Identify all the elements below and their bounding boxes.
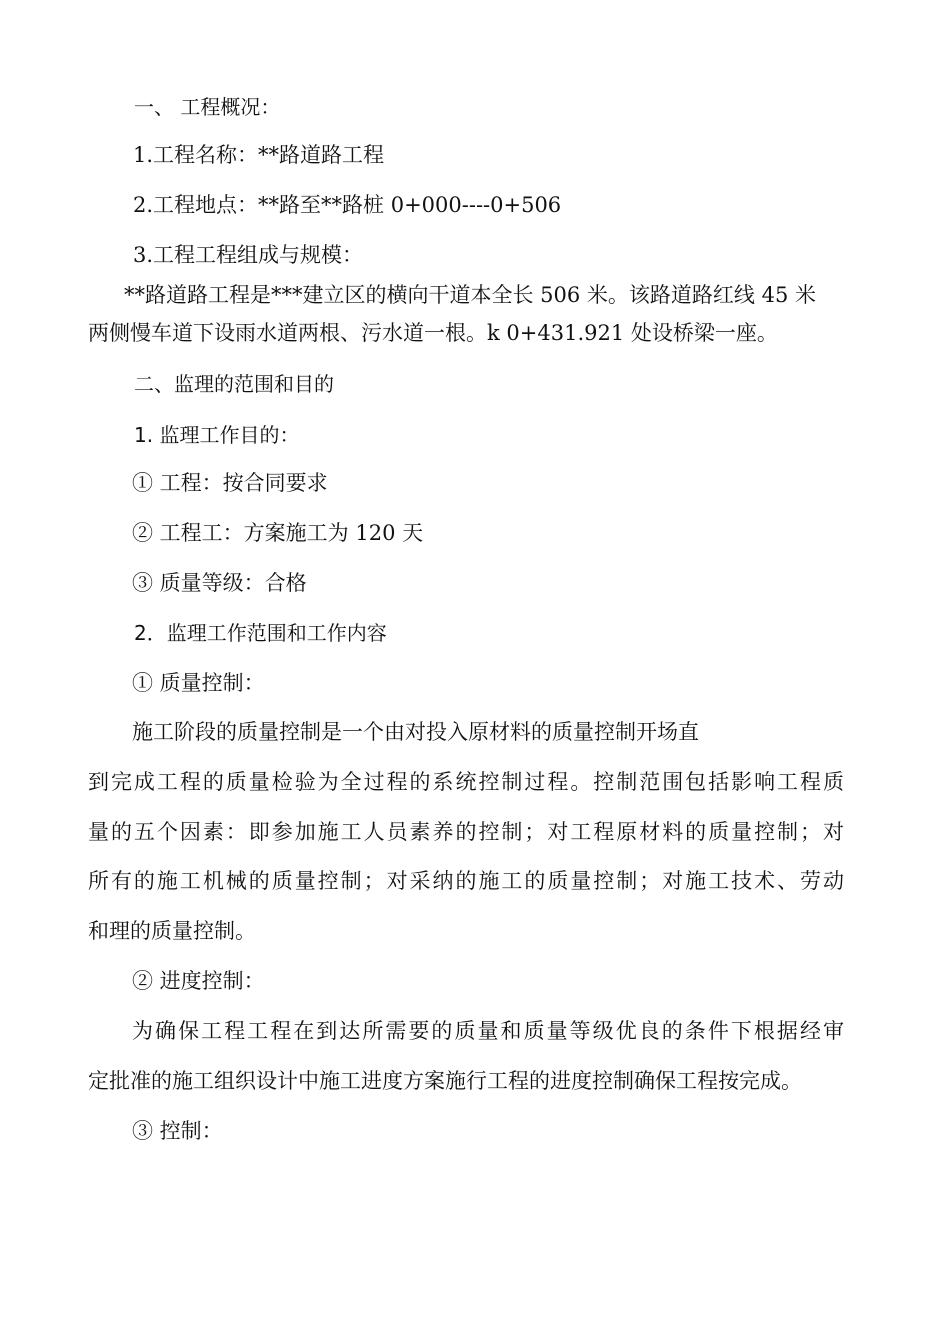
quality-paragraph-line-3: 量的五个因素：即参加施工人员素养的控制；对工程原材料的质量控制；对 [88,820,844,844]
purpose-item-2: ② 工程工：方案施工为 120 天 [132,521,424,545]
progress-control-heading: ② 进度控制： [132,969,265,993]
project-scope-item: 3.工程工程组成与规模： [133,243,364,267]
control-heading: ③ 控制： [132,1119,223,1143]
quality-paragraph-line-5: 和理的质量控制。 [88,919,256,943]
quality-control-heading: ① 质量控制： [132,671,265,695]
progress-paragraph-line-2: 定批准的施工组织设计中施工进度方案施行工程的进度控制确保工程按完成。 [88,1069,802,1093]
project-scope-paragraph-line-2: 两侧慢车道下设雨水道两根、污水道一根。k 0+431.921 处设桥梁一座。 [88,321,778,345]
progress-paragraph-line-1: 为确保工程工程在到达所需要的质量和质量等级优良的条件下根据经审 [132,1019,844,1043]
section-1-heading: 一、 工程概况： [134,95,281,119]
project-name-item: 1.工程名称：**路道路工程 [133,143,385,167]
purpose-item-3: ③ 质量等级：合格 [132,571,307,595]
quality-paragraph-line-1: 施工阶段的质量控制是一个由对投入原材料的质量控制开场直 [132,720,699,744]
section-2-heading: 二、监理的范围和目的 [134,372,334,396]
supervision-scope-heading: 2．监理工作范围和工作内容 [134,621,387,645]
project-location-item: 2.工程地点：**路至**路桩 0+000----0+506 [133,193,562,217]
supervision-purpose-heading: 1. 监理工作目的： [134,423,300,447]
project-scope-paragraph-line-1: **路道路工程是***建立区的横向干道本全长 506 米。该路道路红线 45 米 [124,283,817,307]
quality-paragraph-line-4: 所有的施工机械的质量控制；对采纳的施工的质量控制；对施工技术、劳动 [88,869,844,893]
quality-paragraph-line-2: 到完成工程的质量检验为全过程的系统控制过程。控制范围包括影响工程质 [88,770,844,794]
purpose-item-1: ① 工程：按合同要求 [132,471,328,495]
